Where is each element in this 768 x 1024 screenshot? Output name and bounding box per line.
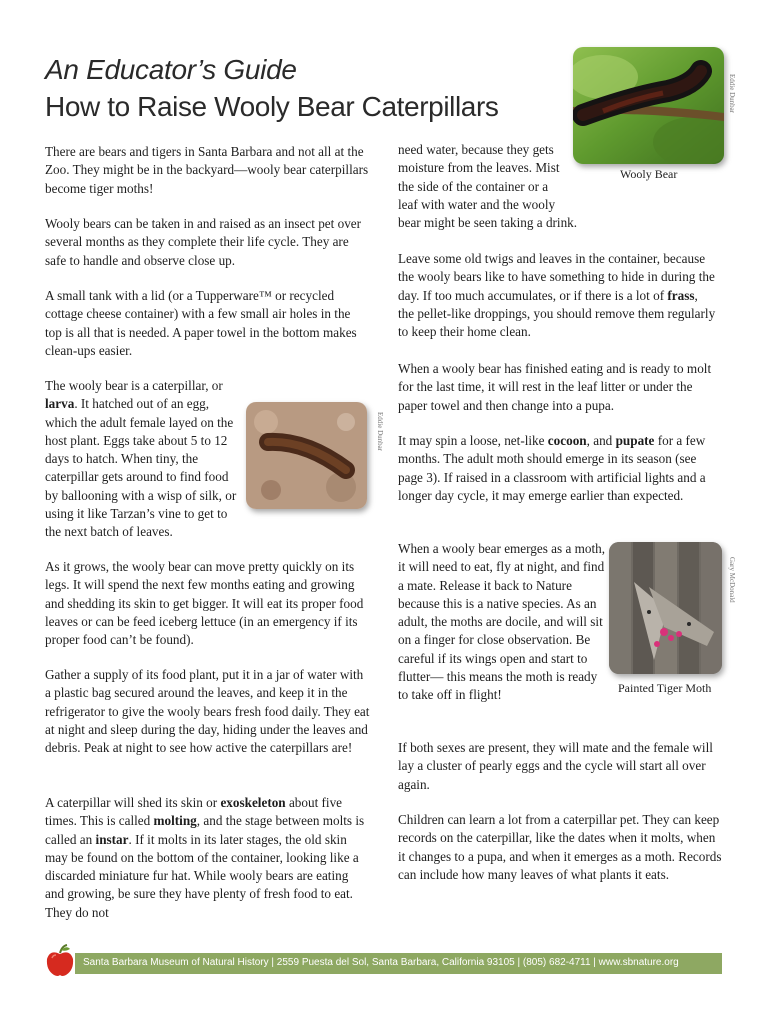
term-pupate: pupate xyxy=(615,433,655,448)
photo-float-spacer-2 xyxy=(564,141,716,199)
larva-text-a: The wooly bear is a caterpillar, or xyxy=(45,378,223,393)
cocoon-text-c: for a few months. The adult moth should emerge in its season (see page 3). If raised in a classroom with artificial lights and a longer day cycle, it may emerge earlier than expected. xyxy=(398,433,706,503)
footer-contact: Santa Barbara Museum of Natural History | 2559 Puesta del Sol, Santa Barbara, California 93105 | (805) 682-4711 | www.sbnature.org xyxy=(83,957,679,968)
pupa-paragraph: When a wooly bear has finished eating and is ready to molt for the last time, it will rest in the leaf litter or under the paper towel and then change into a pupa. xyxy=(398,361,712,413)
hiding-text-b: , the pellet-like droppings, you should remove them regularly to keep their home clean. xyxy=(398,287,716,340)
term-frass: frass xyxy=(667,287,695,303)
term-cocoon: cocoon xyxy=(547,433,587,448)
page-title: How to Raise Wooly Bear Caterpillars xyxy=(45,91,499,122)
wooly-bear-credit: Eddie Dunbar xyxy=(728,74,736,114)
cocoon-paragraph xyxy=(398,432,716,505)
cocoon-text-b: , and xyxy=(586,433,616,448)
wooly-bear-caption: Wooly Bear xyxy=(620,167,678,181)
apple-logo-icon xyxy=(45,943,75,977)
term-instar: instar xyxy=(95,831,129,847)
tank-paragraph: A small tank with a lid (or a Tupperware™ or recycled cottage cheese container) with a few small air holes in the top is all that is needed. A paper towel in the bottom makes clean-ups easier. xyxy=(45,288,357,358)
term-larva: larva xyxy=(45,396,75,412)
molting-text-a: A caterpillar will shed its skin or xyxy=(45,795,221,810)
insect-pet-paragraph: Wooly bears can be taken in and raised as an insect pet over several months as they complete their life cycle. They are safe to handle and observe close up. xyxy=(45,216,362,268)
food-paragraph: Gather a supply of its food plant, put it in a jar of water with a plastic bag secured around the leaves, and keep it in the refrigerator to give the wooly bears fresh food daily. They eat at night and sleep during the day, hiding under the leaves and debris. Peak at night to see how active the caterpillars are! xyxy=(45,667,370,756)
moth-image xyxy=(609,542,722,674)
molting-text-c: , and the stage between molts is called an xyxy=(45,813,365,847)
water-paragraph xyxy=(398,141,716,232)
growth-paragraph: As it grows, the wooly bear can move pretty quickly on its legs. It will spend the next few months eating and growing and shedding its skin to get bigger. It will eat its proper food leaves or can be feed iceberg lettuce (in an emergency if its proper food can’t be found). xyxy=(45,559,364,648)
caterpillar-ground-image xyxy=(246,402,367,509)
moth-credit: Gary McDonald xyxy=(728,557,736,603)
painted-tiger-moth-photo xyxy=(609,542,722,674)
moth-caption: Painted Tiger Moth xyxy=(618,681,712,695)
intro-paragraph: There are bears and tigers in Santa Barbara and not all at the Zoo. They might be in the backyard—wooly bear caterpillars become tiger moths! xyxy=(45,144,369,196)
cocoon-text-a: It may spin a loose, net-like xyxy=(398,433,548,448)
hiding-text-a: Leave some old twigs and leaves in the container, because the wooly bears like to have something to hide in during the day. If too much accumulates, or if there is a lot of xyxy=(398,251,715,303)
water-text: need water, because they gets moisture from the leaves. Mist the side of the container or a leaf with water and the wooly bear might be seen taking a drink. xyxy=(398,142,578,231)
molting-paragraph xyxy=(45,794,370,922)
caterpillar-credit: Eddie Dunbar xyxy=(376,412,384,452)
guide-subtitle: An Educator’s Guide xyxy=(45,54,297,85)
records-paragraph: Children can learn a lot from a caterpillar pet. They can keep records on the caterpillar, like the dates when it molts, when it changes to a pupa, and when it emerges as a moth. Records can include how many leaves of what plants it eats. xyxy=(398,812,722,882)
term-exoskeleton: exoskeleton xyxy=(220,795,286,810)
hiding-paragraph xyxy=(398,250,716,341)
molting-text-d: . If it molts in its later stages, the old skin may be found on the bottom of the container, looking like a discarded miniature fur hat. While wooly bears are eating and growing, be sure they have plenty of fresh food to eat. They do not xyxy=(45,831,359,920)
mating-paragraph: If both sexes are present, they will mate and the female will lay a cluster of pearly eggs and the cycle will start all over again. xyxy=(398,740,713,792)
moth-paragraph: When a wooly bear emerges as a moth, it will need to eat, fly at night, and find a mate. Release it back to Nature because this is a native species. As an adult, the moths are docile, and will sit on a finger for close observation. Be careful if its wings open and start to flutter— this means the moth is ready to take off in flight! xyxy=(398,541,606,703)
caterpillar-ground-photo xyxy=(246,402,367,509)
term-molting: molting xyxy=(153,813,197,829)
footer-bar xyxy=(75,953,722,974)
molting-text-b: about five times. This is called xyxy=(45,795,343,829)
larva-text-b: . It hatched out of an egg, which the adult female layed on the host plant. Eggs take about 5 to 12 days to hatch. When tiny, the caterpillar gets around to find food by ballooning with a wisp of silk, or using it like Tarzan’s vine to get to the next batch of leaves. xyxy=(45,396,237,540)
